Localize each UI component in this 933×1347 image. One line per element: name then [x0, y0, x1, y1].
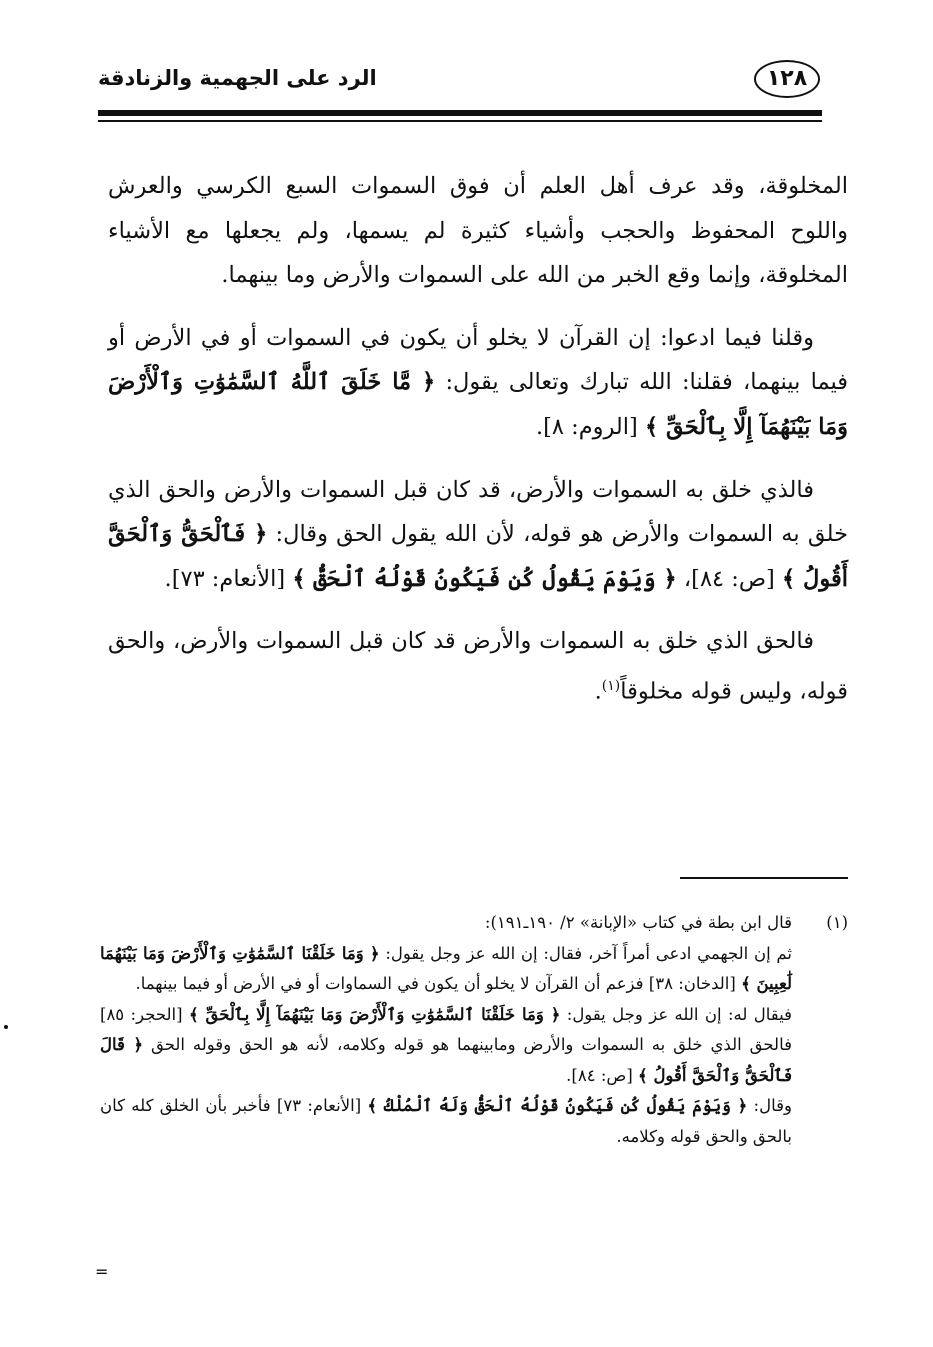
paragraph-4	[108, 619, 848, 714]
page-header	[98, 52, 822, 96]
paragraph-3-text-b: [ص: ٨٤]،	[676, 565, 782, 592]
quran-verse-hijr-85: ﴿ وَمَا خَلَقْنَا ٱلسَّمَٰوَٰتِ وَٱلْأَرْضَ وَمَا بَيْنَهُمَآ إِلَّا بِٱلْحَقِّ ﴾	[188, 1004, 561, 1024]
footnote-1-para-2-a: فيقال له: إن الله عز وجل يقول:	[560, 1004, 792, 1024]
paragraph-3-text-a: فالذي خلق به السموات والأرض، قد كان قبل السموات والأرض والحق الذي خلق به السموات والأرض هو قوله، لأن الله يقول الحق وقال:	[108, 476, 848, 548]
paragraph-2-text-b: [الروم: ٨].	[535, 413, 645, 440]
paragraph-2	[108, 316, 848, 450]
page-number: ١٢٨	[754, 60, 820, 98]
footnote-separator	[680, 877, 848, 879]
quran-verse-rum-8: ﴿ مَّا خَلَقَ ٱللَّهُ ٱلسَّمَٰوَٰتِ وَٱلْأَرْضَ وَمَا بَيْنَهُمَآ إِلَّا بِٱلْحَقِّ ﴾	[108, 369, 848, 440]
paragraph-3	[108, 468, 848, 602]
footnote-marker: (١)	[826, 913, 848, 932]
running-title: الرد على الجهمية والزنادقة	[98, 66, 377, 90]
quran-verse-sad-84-fn: ﴿ قَالَ فَٱلْحَقُّ وَٱلْحَقَّ أَقُولُ ﴾	[100, 1035, 792, 1085]
footnote-1-para-3	[100, 1091, 848, 1152]
paragraph-1	[108, 164, 848, 298]
paragraph-4-end: .	[594, 678, 602, 705]
margin-equals-mark: =	[95, 1262, 109, 1281]
footnote-1-para-2-b: [الحجر: ٨٥] فالحق الذي خلق به السموات والأرض ومابينهما هو قوله وكلامه، لأنه هو الحق وقوله الحق	[100, 1004, 792, 1054]
footnote-1-para-1-a: ثم إن الجهمي ادعى أمراً آخر، فقال: إن الله عز وجل يقول:	[379, 943, 793, 963]
footnote-1-para-1	[100, 939, 848, 1000]
quran-verse-anam-73: ﴿ وَيَوْمَ يَقُولُ كُن فَيَكُونُ قَوْلُهُ ٱلْحَقُّ ﴾	[292, 565, 677, 592]
footnote-1-para-1-b: [الدخان: ٣٨] فزعم أن القرآن لا يخلو أن يكون في السماوات أو في الأرض أو فيما بينهما.	[135, 974, 742, 993]
paragraph-2-text-a: وقلنا فيما ادعوا: إن القرآن لا يخلو أن يكون في السموات أو في الأرض أو فيما بينهما، فقلنا: الله تبارك وتعالى يقول:	[108, 324, 848, 396]
footnote-1-line-1	[100, 908, 848, 939]
footnote-1-para-3-b: [الأنعام: ٧٣] فأخبر بأن الخلق كله كان بالحق والحق قوله وكلامه.	[100, 1096, 792, 1146]
footnotes	[100, 908, 848, 1152]
footnote-1-para-3-a: وقال:	[747, 1096, 792, 1115]
header-rule-thin	[98, 120, 822, 122]
main-text	[108, 164, 848, 732]
paragraph-1-text: المخلوقة، وقد عرف أهل العلم أن فوق السموات السبع الكرسي والعرش واللوح المحفوظ والحجب وأشياء كثيرة لم يسمها، ولم يجعلها مع الأشياء المخلوقة، وإنما وقع الخبر من الله على السموات والأرض وما بينهما.	[108, 173, 848, 289]
header-rule-thick	[98, 110, 822, 116]
quran-verse-dukhan-38: ﴿ وَمَا خَلَقْنَا ٱلسَّمَٰوَٰتِ وَٱلْأَرْضَ وَمَا بَيْنَهُمَا لَٰعِبِينَ ﴾	[100, 943, 792, 993]
margin-dot	[4, 1025, 8, 1029]
footnote-1-para-2-c: [ص: ٨٤].	[566, 1065, 639, 1085]
footnote-reference[interactable]: (١)	[601, 677, 621, 694]
footnote-1-source: قال ابن بطة في كتاب «الإبانة» ٢/ ١٩٠ـ١٩١):	[484, 913, 792, 932]
quran-verse-sad-84: ﴿ فَٱلْحَقُّ وَٱلْحَقَّ أَقُولُ ﴾	[108, 521, 848, 592]
paragraph-3-text-c: [الأنعام: ٧٣].	[164, 565, 293, 592]
footnote-1-para-2	[100, 1000, 848, 1092]
quran-verse-anam-73-fn: ﴿ وَيَوْمَ يَقُولُ كُن فَيَكُونُ قَوْلُهُ ٱلْحَقُّ وَلَهُ ٱلْمُلْكُ ﴾	[367, 1096, 748, 1115]
paragraph-4-text: فالحق الذي خلق به السموات والأرض قد كان قبل السموات والأرض، والحق قوله، وليس قوله مخلوقاً	[108, 628, 848, 705]
